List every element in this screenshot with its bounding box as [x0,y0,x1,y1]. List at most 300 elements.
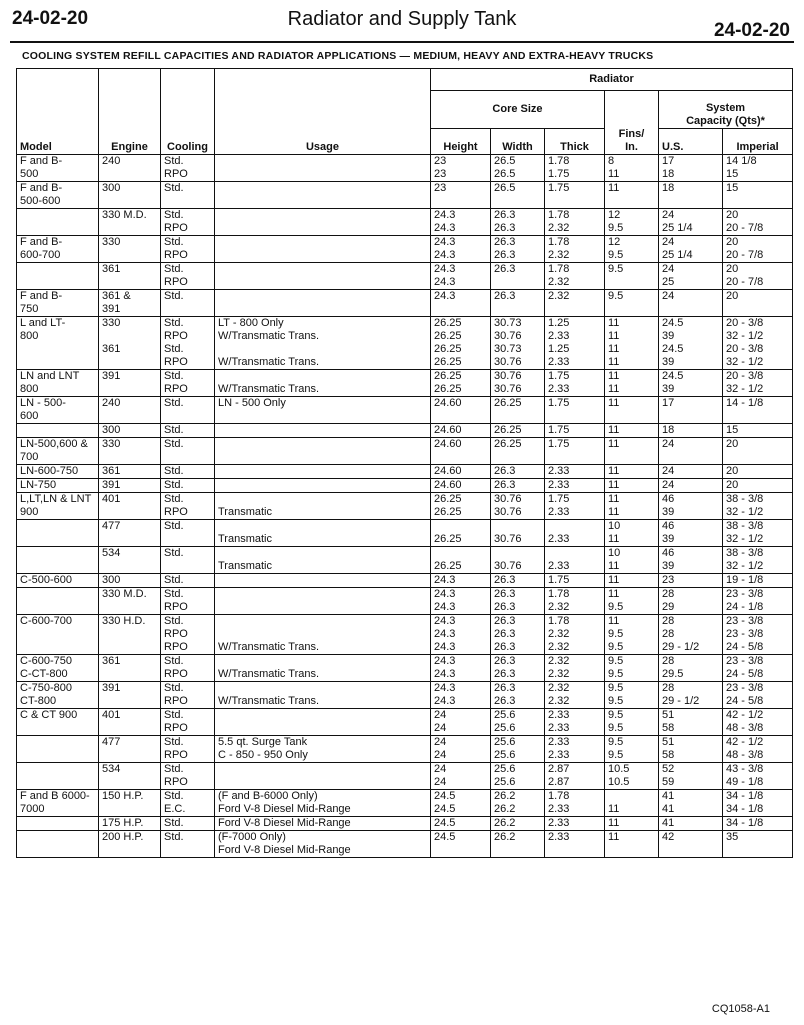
table-row [17,479,793,493]
cell-imperial: 38 - 3/8 32 - 1/2 [723,547,793,574]
cell-engine: 200 H.P. [99,831,161,858]
cell-imperial: 38 - 3/8 32 - 1/2 [723,520,793,547]
cell-us: 46 39 [659,493,723,520]
cell-cooling: Std. RPO [161,736,215,763]
cell-engine: 240 [99,155,161,182]
cell-thick: 1.78 2.32 [545,263,605,290]
cell-cooling: Std. RPO [161,236,215,263]
cell-imperial: 20 20 - 7/8 [723,236,793,263]
cell-fins: 11 [605,424,659,438]
cell-model [17,263,99,290]
cell-engine: 330 M.D. [99,209,161,236]
table-row [17,182,793,209]
cell-us: 51 58 [659,736,723,763]
cell-engine: 300 [99,182,161,209]
cell-imperial: 34 - 1/8 34 - 1/8 [723,790,793,817]
cell-model: C-750-800 CT-800 [17,682,99,709]
cell-engine: 391 [99,682,161,709]
cell-height: 24.60 [431,424,491,438]
cell-width: 26.5 26.5 [491,155,545,182]
cell-imperial: 19 - 1/8 [723,574,793,588]
cell-model [17,763,99,790]
cell-fins: 11 [605,831,659,858]
cell-engine: 391 [99,370,161,397]
table-row [17,790,793,817]
cell-imperial: 14 - 1/8 [723,397,793,424]
table-row [17,817,793,831]
cell-thick: 2.32 2.32 [545,655,605,682]
cell-imperial: 20 [723,290,793,317]
table-row [17,547,793,574]
cell-us: 18 [659,182,723,209]
cell-imperial: 14 1/8 15 [723,155,793,182]
cell-usage [215,424,431,438]
cell-width: 26.3 26.3 26.3 [491,615,545,655]
cell-usage [215,763,431,790]
table-row [17,763,793,790]
cell-usage: LT - 800 Only W/Transmatic Trans. W/Transmatic Trans. [215,317,431,370]
cell-engine: 534 [99,763,161,790]
cell-engine: 361 [99,263,161,290]
cell-imperial: 42 - 1/2 48 - 3/8 [723,736,793,763]
cell-fins: 11 11 11 11 [605,317,659,370]
cell-us: 24 [659,465,723,479]
cell-usage: Transmatic [215,493,431,520]
cell-height: 23 23 [431,155,491,182]
cell-cooling: Std. RPO [161,655,215,682]
cell-usage [215,438,431,465]
cell-model [17,547,99,574]
cell-cooling: Std. [161,831,215,858]
cell-imperial: 23 - 3/8 24 - 5/8 [723,682,793,709]
cell-height: 24.3 [431,290,491,317]
cell-model [17,520,99,547]
cell-height: 24.60 [431,438,491,465]
cell-us: 24.5 39 [659,370,723,397]
cell-thick: 1.75 2.33 [545,493,605,520]
cell-model: LN - 500- 600 [17,397,99,424]
cell-width: 26.25 [491,424,545,438]
cell-width: 26.5 [491,182,545,209]
col-engine: Engine [99,69,161,155]
cell-fins: 11 11 [605,493,659,520]
cell-cooling: Std. RPO [161,263,215,290]
cell-width: 25.6 25.6 [491,736,545,763]
cell-fins: 10.5 10.5 [605,763,659,790]
cell-width: 26.25 [491,438,545,465]
table-row [17,424,793,438]
table-row [17,831,793,858]
cell-usage: Transmatic [215,547,431,574]
cell-thick: 2.32 [545,290,605,317]
cell-height: 24.3 24.3 [431,682,491,709]
table-row [17,465,793,479]
table-row [17,209,793,236]
cell-model: F and B 6000- 7000 [17,790,99,817]
cell-cooling: Std. RPO [161,370,215,397]
cell-usage [215,182,431,209]
cell-thick: 1.75 [545,574,605,588]
cell-us: 24.5 39 24.5 39 [659,317,723,370]
cell-height: 24.5 [431,831,491,858]
cell-us: 24 25 1/4 [659,209,723,236]
cell-usage [215,574,431,588]
cell-fins: 11 11 [605,370,659,397]
cell-width: 30.76 [491,520,545,547]
cell-engine: 401 [99,709,161,736]
table-row [17,317,793,370]
cell-imperial: 20 [723,438,793,465]
table-row [17,290,793,317]
cell-model: LN-500,600 & 700 [17,438,99,465]
cell-height: 26.25 26.25 [431,370,491,397]
cell-thick: 2.33 [545,520,605,547]
cell-imperial: 43 - 3/8 49 - 1/8 [723,763,793,790]
cell-thick: 1.78 2.32 [545,209,605,236]
cell-height: 24 24 [431,736,491,763]
cell-engine: 477 [99,520,161,547]
cell-usage [215,588,431,615]
cell-model [17,831,99,858]
cell-model: C-500-600 [17,574,99,588]
cell-model: C-600-700 [17,615,99,655]
cell-thick: 1.75 2.33 [545,370,605,397]
cell-engine: 361 [99,655,161,682]
table-row [17,370,793,397]
cell-us: 28 29 - 1/2 [659,682,723,709]
table-row [17,236,793,263]
col-imperial: Imperial [723,129,793,155]
cell-us: 18 [659,424,723,438]
cell-us: 42 [659,831,723,858]
page-title: Radiator and Supply Tank [287,8,517,30]
cell-engine: 175 H.P. [99,817,161,831]
cell-engine: 330 361 [99,317,161,370]
cell-width: 26.3 [491,290,545,317]
cell-thick: 1.78 2.32 [545,236,605,263]
cell-us: 24 25 [659,263,723,290]
cell-usage [215,290,431,317]
table-row [17,263,793,290]
cell-cooling: Std. [161,182,215,209]
cell-cooling: Std. RPO [161,493,215,520]
cell-engine: 300 [99,424,161,438]
cell-fins: 10 11 [605,520,659,547]
table-row [17,438,793,465]
cell-cooling: Std. [161,547,215,574]
cell-thick: 2.33 2.33 [545,736,605,763]
table-row [17,493,793,520]
cell-imperial: 15 [723,424,793,438]
cell-width: 25.6 25.6 [491,709,545,736]
cell-model: LN-750 [17,479,99,493]
table-row [17,588,793,615]
table-row [17,155,793,182]
cell-cooling: Std. [161,290,215,317]
col-core-size: Core Size [431,91,605,129]
cell-usage: W/Transmatic Trans. [215,370,431,397]
col-width: Width [491,129,545,155]
cell-thick: 1.75 [545,438,605,465]
table-row [17,655,793,682]
table-caption: COOLING SYSTEM REFILL CAPACITIES AND RADIATOR APPLICATIONS — MEDIUM, HEAVY AND EXTRA-HEAVY TRUCKS [22,50,654,62]
cell-thick: 2.33 [545,831,605,858]
cell-usage: W/Transmatic Trans. [215,655,431,682]
cell-thick: 2.32 2.32 [545,682,605,709]
cell-thick: 2.33 [545,817,605,831]
cell-engine: 330 M.D. [99,588,161,615]
cell-model: C-600-750 C-CT-800 [17,655,99,682]
cell-fins: 12 9.5 [605,209,659,236]
col-radiator: Radiator [431,69,793,91]
cell-thick: 1.78 2.33 [545,790,605,817]
cell-width: 26.3 [491,465,545,479]
cell-height: 24.3 24.3 [431,209,491,236]
cell-thick: 1.78 2.32 2.32 [545,615,605,655]
cell-height: 26.25 26.25 [431,493,491,520]
cell-cooling: Std. [161,520,215,547]
cell-thick: 2.87 2.87 [545,763,605,790]
col-model: Model [17,69,99,155]
cell-height: 24.60 [431,465,491,479]
cell-fins: 11 9.5 9.5 [605,615,659,655]
cell-model: F and B- 750 [17,290,99,317]
cell-cooling: Std. RPO [161,155,215,182]
cell-engine: 300 [99,574,161,588]
cell-fins: 10 11 [605,547,659,574]
cell-height: 26.25 [431,547,491,574]
cell-width: 30.73 30.76 30.73 30.76 [491,317,545,370]
cell-width: 25.6 25.6 [491,763,545,790]
cell-model: C & CT 900 [17,709,99,736]
cell-us: 24 [659,290,723,317]
header-rule [10,41,794,43]
cell-us: 17 [659,397,723,424]
cell-imperial: 23 - 3/8 24 - 5/8 [723,655,793,682]
cell-engine: 150 H.P. [99,790,161,817]
cell-cooling: Std. [161,397,215,424]
cell-imperial: 20 [723,465,793,479]
cell-fins: 9.5 9.5 [605,709,659,736]
cell-fins: 9.5 9.5 [605,736,659,763]
col-cooling: Cooling [161,69,215,155]
cell-engine: 361 [99,465,161,479]
cell-us: 51 58 [659,709,723,736]
cell-cooling: Std. RPO RPO [161,615,215,655]
cell-engine: 477 [99,736,161,763]
cell-cooling: Std. E.C. [161,790,215,817]
cell-imperial: 23 - 3/8 23 - 3/8 24 - 5/8 [723,615,793,655]
cell-us: 28 29.5 [659,655,723,682]
cell-model: F and B- 500 [17,155,99,182]
page-number-left: 24-02-20 [12,8,89,29]
cell-height: 24.3 [431,574,491,588]
cell-us: 17 18 [659,155,723,182]
cell-usage [215,263,431,290]
cell-engine: 361 & 391 [99,290,161,317]
cell-thick: 1.75 [545,182,605,209]
cell-width: 26.2 [491,831,545,858]
col-thick: Thick [545,129,605,155]
cell-height: 24.3 24.3 [431,236,491,263]
cell-fins: 11 [605,397,659,424]
cell-us: 24 [659,438,723,465]
cell-thick: 2.33 [545,479,605,493]
col-fins: Fins/ In. [605,91,659,155]
cell-engine: 330 H.D. [99,615,161,655]
cell-us: 41 41 [659,790,723,817]
cell-us: 46 39 [659,520,723,547]
cell-model [17,424,99,438]
figure-code: CQ1058-A1 [711,1003,770,1015]
cell-model: L,LT,LN & LNT 900 [17,493,99,520]
cell-cooling: Std. RPO [161,588,215,615]
cell-thick: 2.33 2.33 [545,709,605,736]
cell-fins: 11 [605,438,659,465]
cell-imperial: 23 - 3/8 24 - 1/8 [723,588,793,615]
cell-imperial: 20 20 - 7/8 [723,209,793,236]
cell-us: 23 [659,574,723,588]
table-row [17,615,793,655]
cell-height: 24.3 24.3 [431,655,491,682]
cell-width: 26.25 [491,397,545,424]
cell-imperial: 42 - 1/2 48 - 3/8 [723,709,793,736]
cell-usage: Ford V-8 Diesel Mid-Range [215,817,431,831]
cell-engine: 330 [99,438,161,465]
cell-thick: 1.78 1.75 [545,155,605,182]
page-number-right: 24-02-20 [713,20,790,41]
cell-cooling: Std. [161,465,215,479]
capacities-table [16,68,793,858]
cell-height: 24.5 [431,817,491,831]
cell-model: F and B- 600-700 [17,236,99,263]
cell-us: 24 [659,479,723,493]
table-row [17,397,793,424]
col-capacity: System Capacity (Qts)* [659,91,793,129]
cell-imperial: 35 [723,831,793,858]
cell-fins: 11 [605,465,659,479]
cell-usage: 5.5 qt. Surge Tank C - 850 - 950 Only [215,736,431,763]
cell-usage [215,209,431,236]
cell-height: 24.3 24.3 [431,588,491,615]
cell-cooling: Std. [161,479,215,493]
cell-fins: 11 [605,574,659,588]
cell-thick: 1.75 [545,424,605,438]
cell-engine: 401 [99,493,161,520]
cell-height: 26.25 [431,520,491,547]
cell-fins: 11 [605,182,659,209]
cell-width: 26.2 26.2 [491,790,545,817]
cell-us: 28 28 29 - 1/2 [659,615,723,655]
cell-thick: 1.78 2.32 [545,588,605,615]
table-row [17,520,793,547]
cell-engine: 240 [99,397,161,424]
cell-width: 26.3 26.3 [491,655,545,682]
cell-imperial: 20 - 3/8 32 - 1/2 20 - 3/8 32 - 1/2 [723,317,793,370]
cell-imperial: 20 [723,479,793,493]
cell-thick: 1.25 2.33 1.25 2.33 [545,317,605,370]
table-row [17,709,793,736]
cell-fins: 8 11 [605,155,659,182]
cell-width: 26.3 [491,479,545,493]
cell-us: 41 [659,817,723,831]
cell-fins: 11 [605,790,659,817]
cell-width: 26.3 26.3 [491,209,545,236]
cell-thick: 2.33 [545,547,605,574]
cell-cooling: Std. [161,574,215,588]
cell-usage [215,465,431,479]
table-body [17,155,793,858]
cell-model: L and LT- 800 [17,317,99,370]
cell-width: 26.3 26.3 [491,588,545,615]
cell-model [17,209,99,236]
col-us: U.S. [659,129,723,155]
cell-height: 26.25 26.25 26.25 26.25 [431,317,491,370]
cell-model: LN-600-750 [17,465,99,479]
cell-fins: 11 [605,479,659,493]
cell-fins: 9.5 9.5 [605,682,659,709]
cell-imperial: 20 20 - 7/8 [723,263,793,290]
cell-imperial: 20 - 3/8 32 - 1/2 [723,370,793,397]
cell-cooling: Std. RPO [161,209,215,236]
col-height: Height [431,129,491,155]
cell-imperial: 15 [723,182,793,209]
cell-engine: 330 [99,236,161,263]
cell-engine: 391 [99,479,161,493]
cell-usage [215,236,431,263]
cell-height: 24.3 24.3 24.3 [431,615,491,655]
cell-us: 24 25 1/4 [659,236,723,263]
cell-width: 26.2 [491,817,545,831]
cell-thick: 1.75 [545,397,605,424]
cell-us: 28 29 [659,588,723,615]
cell-imperial: 34 - 1/8 [723,817,793,831]
cell-cooling: Std. RPO Std. RPO [161,317,215,370]
cell-cooling: Std. RPO [161,682,215,709]
cell-cooling: Std. RPO [161,709,215,736]
cell-usage: Transmatic [215,520,431,547]
cell-cooling: Std. [161,438,215,465]
cell-fins: 9.5 9.5 [605,655,659,682]
cell-height: 24.3 24.3 [431,263,491,290]
cell-width: 30.76 30.76 [491,370,545,397]
cell-model [17,736,99,763]
cell-usage [215,709,431,736]
cell-width: 26.3 [491,574,545,588]
cell-usage: (F and B-6000 Only) Ford V-8 Diesel Mid-Range [215,790,431,817]
table-row [17,574,793,588]
cell-engine: 534 [99,547,161,574]
cell-fins: 9.5 [605,263,659,290]
cell-usage [215,479,431,493]
cell-cooling: Std. [161,817,215,831]
cell-width: 30.76 [491,547,545,574]
cell-height: 24.60 [431,397,491,424]
cell-thick: 2.33 [545,465,605,479]
cell-fins: 11 9.5 [605,588,659,615]
cell-width: 26.3 26.3 [491,236,545,263]
cell-model [17,588,99,615]
col-usage: Usage [215,69,431,155]
cell-model: F and B- 500-600 [17,182,99,209]
cell-model [17,817,99,831]
cell-height: 24.60 [431,479,491,493]
cell-usage: (F-7000 Only) Ford V-8 Diesel Mid-Range [215,831,431,858]
cell-cooling: Std. [161,424,215,438]
cell-fins: 11 [605,817,659,831]
table-row [17,736,793,763]
cell-us: 46 39 [659,547,723,574]
